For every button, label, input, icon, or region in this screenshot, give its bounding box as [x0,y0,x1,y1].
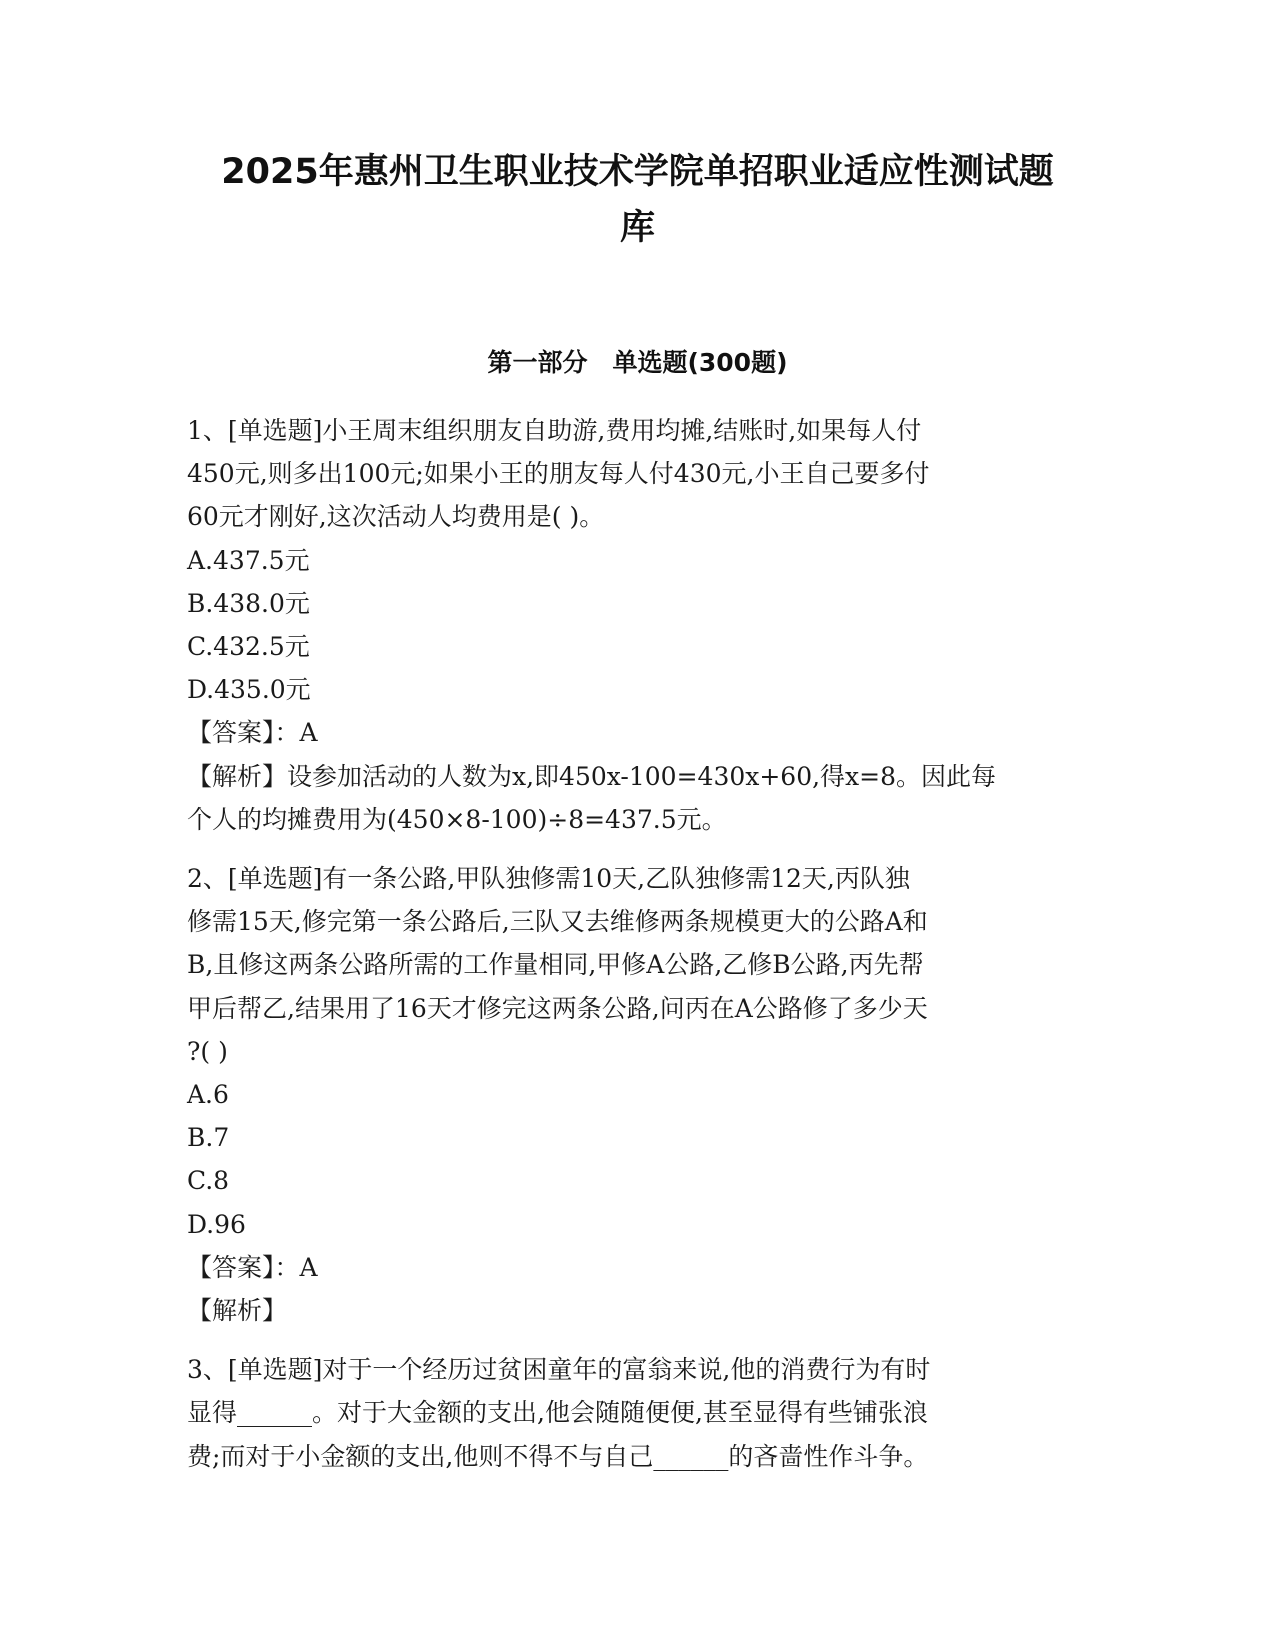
analysis-line: 个人的均摊费用为(450×8-100)÷8=437.5元。 [187,804,727,834]
analysis-line: 【解析】设参加活动的人数为x,即450x-100=430x+60,得x=8。因此每 [187,761,997,791]
question-stem-line: 60元才刚好,这次活动人均费用是( )。 [187,502,605,532]
question-3 [187,1348,1087,1478]
answer-line: 【答案】：A [187,718,318,748]
question-stem-line: 3、[单选题]对于一个经历过贫困童年的富翁来说,他的消费行为有时 [187,1355,931,1385]
option-a: A.437.5元 [187,545,310,575]
question-stem-line: 显得______。对于大金额的支出,他会随随便便,甚至显得有些铺张浪 [187,1398,928,1428]
question-stem-line: ?( ) [187,1036,228,1066]
question-1 [187,409,1087,841]
question-stem-line: B,且修这两条公路所需的工作量相同,甲修A公路,乙修B公路,丙先帮 [187,950,924,980]
option-d: D.435.0元 [187,675,311,705]
question-stem-line: 450元,则多出100元;如果小王的朋友每人付430元,小王自己要多付 [187,459,930,489]
question-stem-line: 费;而对于小金额的支出,他则不得不与自己______的吝啬性作斗争。 [187,1441,929,1471]
analysis-line: 【解析】 [187,1296,288,1326]
question-list [187,409,1087,1478]
option-c: C.432.5元 [187,632,310,662]
question-stem-line: 2、[单选题]有一条公路,甲队独修需10天,乙队独修需12天,丙队独 [187,864,910,894]
answer-line: 【答案】：A [187,1252,318,1282]
question-2 [187,857,1087,1332]
section-heading: 第一部分 单选题(300题) [487,348,788,377]
option-a: A.6 [187,1080,229,1110]
document-title [150,144,1125,256]
option-b: B.438.0元 [187,588,310,618]
question-stem-line: 甲后帮乙,结果用了16天才修完这两条公路,问丙在A公路修了多少天 [187,993,928,1023]
option-c: C.8 [187,1166,230,1196]
option-d: D.96 [187,1209,246,1239]
question-stem-line: 修需15天,修完第一条公路后,三队又去维修两条规模更大的公路A和 [187,907,928,937]
option-b: B.7 [187,1123,230,1153]
question-stem-line: 1、[单选题]小王周末组织朋友自助游,费用均摊,结账时,如果每人付 [187,416,922,445]
title-line: 库 [619,208,655,248]
title-line: 2025年惠州卫生职业技术学院单招职业适应性测试题 [221,152,1054,192]
